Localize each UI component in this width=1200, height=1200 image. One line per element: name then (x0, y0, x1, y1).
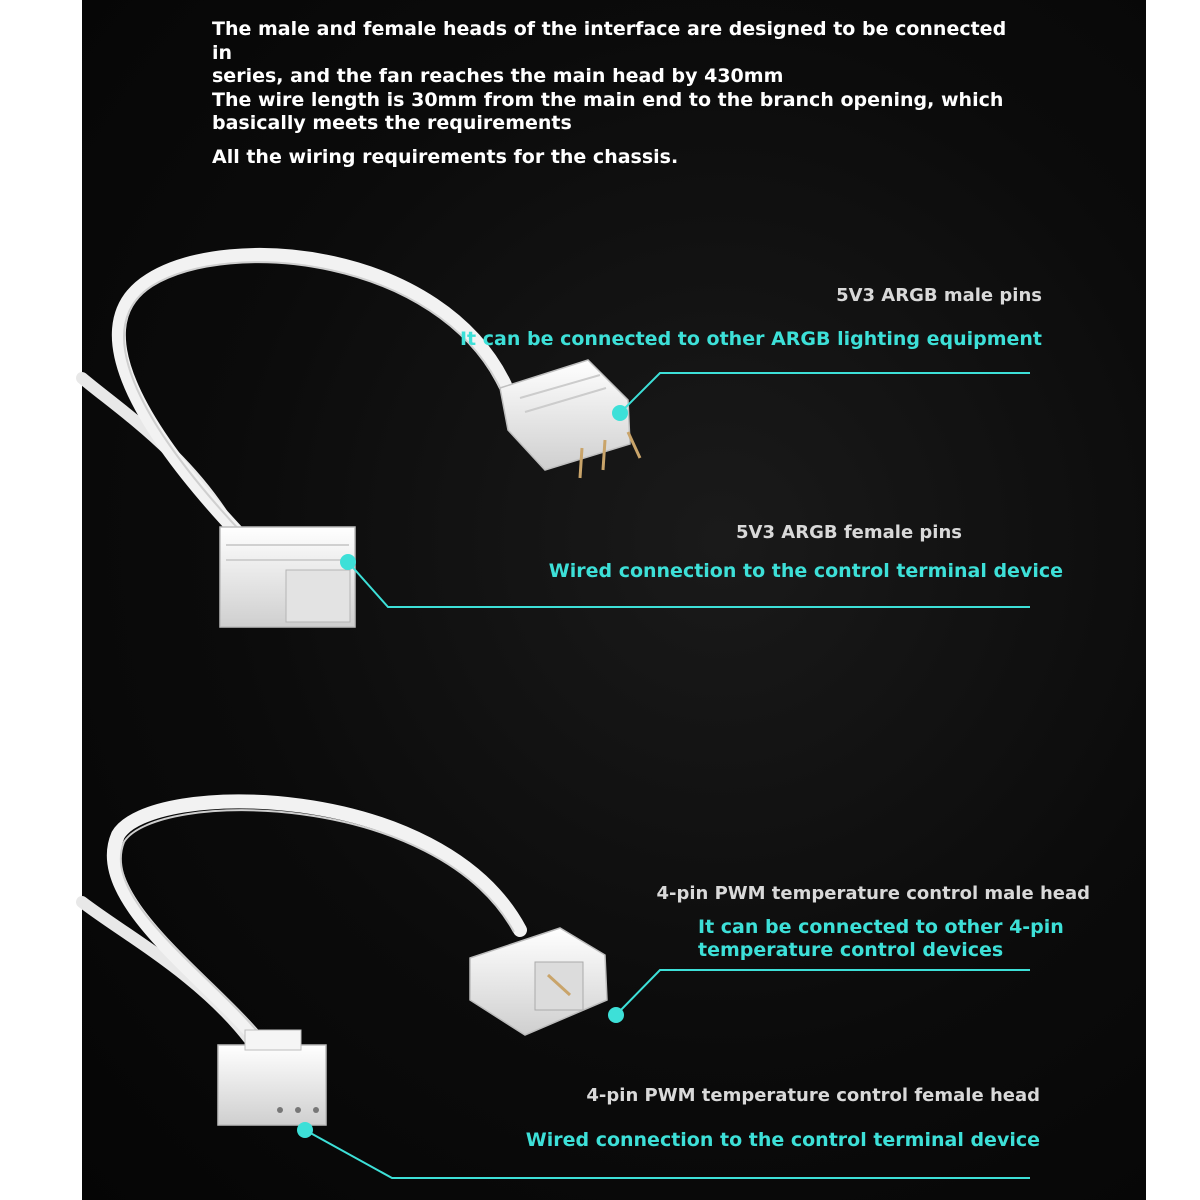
argb-cable (82, 255, 505, 535)
pwm-female-label: 4-pin PWM temperature control female head (586, 1085, 1040, 1106)
intro-line-5: All the wiring requirements for the chassis. (212, 145, 679, 168)
argb-female-connector (220, 527, 355, 627)
callout-dot-2 (340, 554, 356, 570)
pwm-male-connector (470, 928, 607, 1035)
argb-male-desc: It can be connected to other ARGB lighting equipment (459, 328, 1042, 350)
pwm-female-connector (218, 1030, 326, 1125)
intro-text (212, 18, 1012, 169)
pwm-male-label: 4-pin PWM temperature control male head (656, 883, 1090, 904)
leader-line-3 (616, 970, 1030, 1015)
pwm-cable (82, 801, 520, 1045)
argb-female-desc: Wired connection to the control terminal device (548, 560, 1063, 582)
intro-line-4: basically meets the requirements (212, 112, 572, 134)
pwm-male-desc-line-1: It can be connected to other 4-pin (698, 916, 1064, 938)
pwm-male-desc-line-2: temperature control devices (698, 939, 1004, 961)
argb-male-label: 5V3 ARGB male pins (836, 285, 1042, 306)
callout-dot-4 (297, 1122, 313, 1138)
intro-line-1: The male and female heads of the interface are designed to be connected in (212, 18, 1007, 64)
leader-line-1 (620, 373, 1030, 413)
intro-line-3: The wire length is 30mm from the main end to the branch opening, which (212, 88, 1004, 111)
pwm-female-desc: Wired connection to the control terminal device (525, 1129, 1040, 1151)
callout-dot-3 (608, 1007, 624, 1023)
callout-dot-1 (612, 405, 628, 421)
intro-line-2: series, and the fan reaches the main head by 430mm (212, 65, 784, 87)
argb-female-label: 5V3 ARGB female pins (736, 522, 962, 543)
